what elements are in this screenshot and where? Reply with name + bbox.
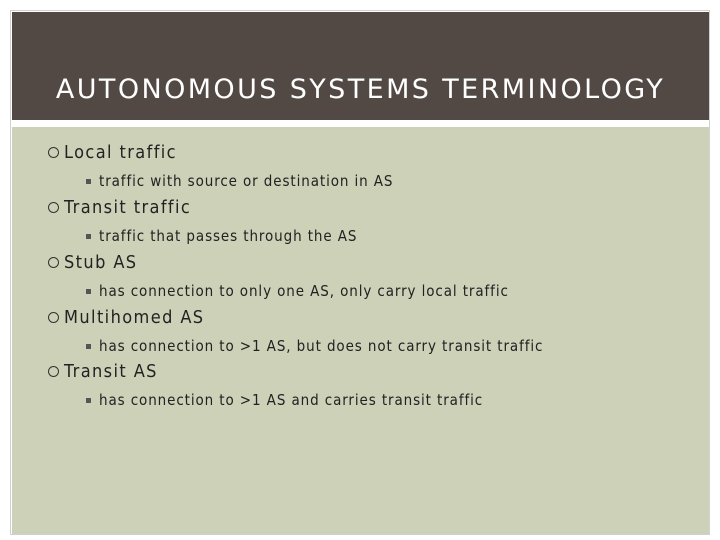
sub-bullet-text: has connection to >1 AS and carries transit traffic	[99, 391, 484, 409]
ring-bullet-icon	[48, 147, 59, 158]
sub-bullet-local-traffic	[86, 172, 393, 190]
sub-bullet-multihomed-as	[86, 337, 543, 355]
sub-bullet-text: has connection to >1 AS, but does not carry transit traffic	[99, 337, 544, 355]
ring-bullet-icon	[48, 312, 59, 323]
sub-bullet-transit-traffic	[86, 227, 357, 245]
bullet-transit-as	[48, 361, 158, 382]
ring-bullet-icon	[48, 202, 59, 213]
content-area	[12, 127, 709, 534]
square-bullet-icon	[86, 179, 91, 184]
ring-bullet-icon	[48, 257, 59, 268]
slide-title: AUTONOMOUS SYSTEMS TERMINOLOGY	[55, 74, 666, 106]
bullet-text: Transit traffic	[64, 197, 192, 218]
bullet-transit-traffic	[48, 197, 191, 218]
bullet-text: Local traffic	[64, 142, 177, 163]
sub-bullet-text: has connection to only one AS, only carry local traffic	[99, 282, 509, 300]
square-bullet-icon	[86, 344, 91, 349]
bullet-text: Transit AS	[64, 361, 158, 382]
bullet-multihomed-as	[48, 307, 204, 328]
square-bullet-icon	[86, 398, 91, 403]
title-bar	[12, 12, 709, 120]
ring-bullet-icon	[48, 366, 59, 377]
bullet-text: Multihomed AS	[64, 307, 205, 328]
bullet-local-traffic	[48, 142, 177, 163]
square-bullet-icon	[86, 289, 91, 294]
sub-bullet-text: traffic that passes through the AS	[99, 227, 358, 245]
square-bullet-icon	[86, 234, 91, 239]
sub-bullet-stub-as	[86, 282, 509, 300]
bullet-stub-as	[48, 252, 137, 273]
sub-bullet-text: traffic with source or destination in AS	[99, 172, 394, 190]
sub-bullet-transit-as	[86, 391, 483, 409]
bullet-text: Stub AS	[64, 252, 138, 273]
